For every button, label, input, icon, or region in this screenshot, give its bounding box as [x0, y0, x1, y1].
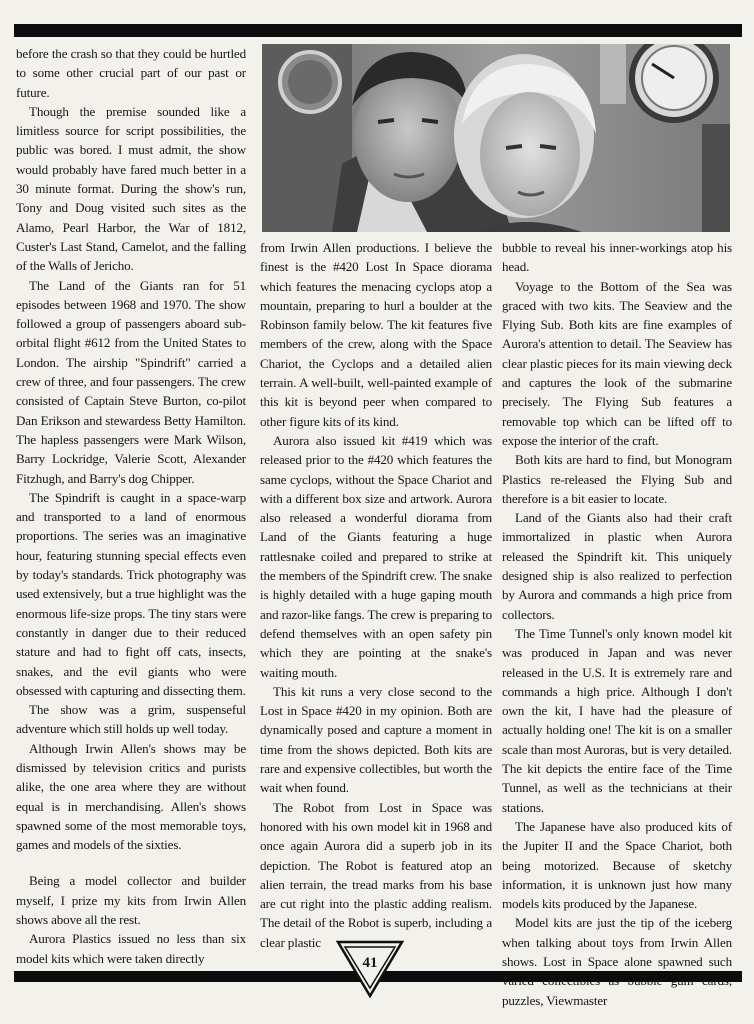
- paragraph: bubble to reveal his inner-workings atop his head.: [502, 240, 732, 275]
- paragraph: The Robot from Lost in Space was honored with his own model kit in 1968 and once again Aurora did a superb job in its depiction. The Robot is featured atop an alien terrain, the tread marks from his base are cut right into the plastic adding realism. The detail of the Robot is superb, including a clear plastic: [260, 799, 492, 950]
- paragraph: The Japanese have also produced kits of the Jupiter II and the Space Chariot, both being motorized. Because of sketchy information, it is unknown just how many models kits produced by the Japanese.: [502, 818, 732, 912]
- paragraph: Aurora also issued kit #419 which was released prior to the #420 which features the same cyclops, without the Space Chariot and with a different box size and artwork. Aurora also released a wonderful diorama from Land of the Giants featuring a huge rattlesnake coiled and prepared to strike at the members of the Spindrift crew. The snake is highly detailed with a huge gaping mouth and razor-like fangs. The crew is preparing to defend themselves with an open safety pin which they are pointing at the snake's waiting mouth.: [260, 432, 492, 680]
- article-column-3: [502, 238, 732, 1010]
- paragraph: Both kits are hard to find, but Monogram Plastics re-released the Flying Sub and therefore is a bit easier to locate.: [502, 452, 732, 506]
- paragraph: Aurora Plastics issued no less than six model kits which were taken directly: [16, 931, 246, 966]
- paragraph: from Irwin Allen productions. I believe the finest is the #420 Lost In Space diorama which features the menacing cyclops atop a mountain, preparing to hurl a boulder at the Robinson family below. The kit features five members of the crew, along with the Space Chariot, the Cyclops and a detailed alien terrain. A well-built, well-painted example of this kit is beyond peer when compared to other figure kits of its kind.: [260, 240, 492, 429]
- paragraph: Model kits are just the tip of the iceberg when talking about toys from Irwin Allen shows. Lost in Space alone spawned such puzzles, Viewmaster: [502, 915, 732, 1008]
- top-rule-bar: [14, 24, 742, 37]
- paragraph: Voyage to the Bottom of the Sea was graced with two kits. The Seaview and the Flying Sub. Both kits are fine examples of Aurora's attention to detail. The Seaview has clear plastic pieces for its main viewing deck and captures the look of the submarine precisely. The Flying Sub features a removable top which can be lifted off to expose the interior of the craft.: [502, 278, 732, 448]
- article-column-2: [260, 238, 492, 952]
- page-number: 41: [362, 955, 378, 971]
- paragraph: Although Irwin Allen's shows may be dismissed by television critics and purists alike, the one area where they are without equal is in merchandising. Allen's shows spawned some of the most memorable toys, games and models of the sixties.: [16, 740, 246, 853]
- paragraph: Being a model collector and builder myself, I prize my kits from Irwin Allen shows above all the rest.: [16, 873, 246, 928]
- paragraph: Though the premise sounded like a limitless source for script possibilities, the public was bored. I must admit, the show would probably have fared much better in a 30 minute format. During the show's run, Tony and Doug visited such sites as the Alamo, Pearl Harbor, the War of 1812, Custer's Last Stand, Camelot, and the falling of the Walls of Jericho.: [16, 103, 246, 274]
- paragraph: The Spindrift is caught in a space-warp and transported to a land of enormous proportions. The series was an imaginative hour, featuring stunning special effects even by today's standards. Trick photography was used extensively, but a true highlight was the enormous life-size props. The tiny stars were constantly in danger due to their reduced stature and had to fight off cats, insects, snakes, and the evil giants who were obsessed with capturing and dissecting them.: [16, 489, 246, 698]
- paragraph: before the crash so that they could be hurtled to some other crucial part of our past or future.: [16, 46, 246, 100]
- article-column-1: [16, 44, 246, 968]
- paragraph: The show was a grim, suspenseful adventure which still holds up well today.: [16, 702, 246, 737]
- paragraph: This kit runs a very close second to the Lost in Space #420 in my opinion. Both are dynamically posed and capture a moment in time from the shows depicted. Both kits are rare and expensive collectibles, but worth the wait when found.: [260, 683, 492, 796]
- paragraph: The Land of the Giants ran for 51 episodes between 1968 and 1970. The show followed a group of passengers aboard sub-orbital flight #612 from the United States to London. The airship "Spindrift" carried a crew of three, and four passengers. The crew consisted of Captain Steve Burton, co-pilot Dan Erikson and stewardess Betty Hamilton. The hapless passengers were Mark Wilson, Barry Lockridge, Valerie Scott, Alexander Fitzhugh, and Barry's dog Chipper.: [16, 277, 246, 486]
- paragraph: Land of the Giants also had their craft immortalized in plastic when Aurora released the Spindrift kit. This uniquely designed ship is also realized to perfection by Aurora and commands a high price from collectors.: [502, 510, 732, 622]
- paragraph: The Time Tunnel's only known model kit was produced in Japan and was never released in the U.S. It is extremely rare and commands a high price. Although I don't own the kit, I have had the pleasure of actually holding one! The kit is on a smaller scale than most Auroras, but is very detailed. The kit depicts the entire face of the Time Tunnel, as well as the technicians at their stations.: [502, 625, 732, 815]
- cast-photo: [262, 44, 730, 232]
